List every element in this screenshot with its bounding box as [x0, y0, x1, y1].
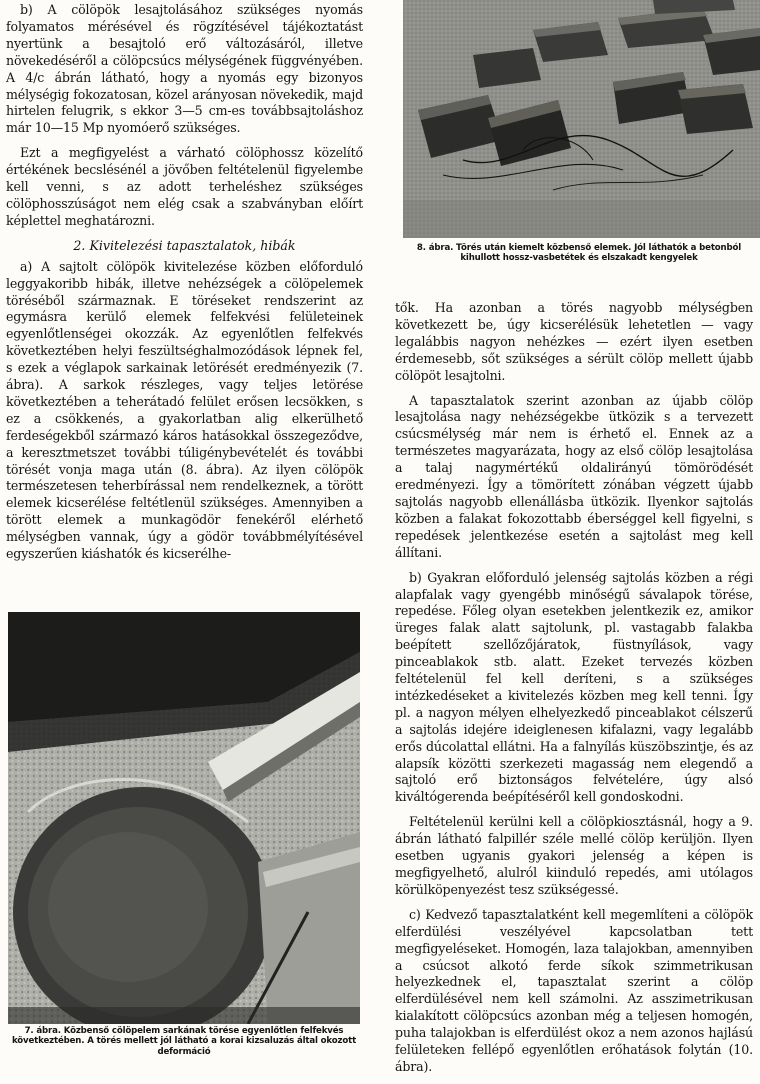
paragraph-soil-compaction: A tapasztalatok szerint azonban az újabb cölöp lesajtolása nagy nehézségekbe ütközik s a tervezett csúcsmélység már nem is érhető el. Ennek az a természetes magyarázata, hogy az első cölöp lesajtolása a talaj nagymértékű oldalirányú tömörödését eredményezi. Így a tömörített zónában végzett újabb sajtolás nagyobb ellenállásba ütközik. Ilyenkor sajtolás közben a falakat fokozottabb éberséggel kell figyelni, s repedések jelentkezése esetén a sajtolást meg kell állítani.: [395, 392, 753, 560]
figure-8-photo-graphic: [403, 0, 760, 238]
paragraph-pile-length-estimate: Ezt a megfigyelést a várható cölöphossz közelítő értékének becslésénél a jövőben feltételenül figyelembe kell venni, s az adott terheléshez szükséges cölöphosszúságot nem elég csak a szabványban előírt képlettel meghatározni.: [6, 145, 363, 228]
left-column: [6, 2, 363, 571]
paragraph-pile-breakage: a) A sajtolt cölöpök kivitelezése közben előforduló leggyakoribb hibák, illetve nehézségek a cölöpelemek töréséből származnak. E töréseket rendszerint az egymásra kerülő elemek felfekvési felületeinek egyenlőtlenségei okozzák. Az egyenlőtlen felfekvés következtében helyi feszültséghalmozódások lépnek fel, s ezek a véglapok sarkainak letörését eredményezik (7. ábra). A sarkok részleges, vagy teljes letörése következtében a teherátadó felület erősen lecsökken, s ez a csökkenés, a gyakorlatban alig elkerülhető ferdeségekből származó káros hatásokkal összegeződve, a keresztmetszet további túligénybevételét és további törését vonja maga után (8. ábra). Az ilyen cölöpök természetesen teherbírással nem rendelkeznek, a törött elemek kicserélése feltétlenül szükséges. Amennyiben a törött elemek a munkagödör fenekéről elérhető mélységben vannak, úgy a gödör továbbmélyítésével egyszerűen kiáshatók és kicserélhe-: [6, 258, 363, 562]
figure-8-photo: [403, 0, 760, 238]
figure-7-caption: 7. ábra. Közbenső cölöpelem sarkának törése egyenlőtlen felfekvés következtében. A törés mellett jól látható a korai kizsaluzás által okozott deformáció: [11, 1026, 357, 1057]
right-column: [395, 300, 753, 1084]
paragraph-replacement: tők. Ha azonban a törés nagyobb mélységben következett be, úgy kicserélésük lehetetlen — vagy legalábbis nagyon nehézkes — ezért ilyen esetben érdemesebb, sőt szükséges a sérült cölöp mellett újabb cölöpöt lesajtolni.: [395, 300, 753, 383]
section-heading: 2. Kivitelezési tapasztalatok, hibák: [73, 237, 296, 253]
figure-7-photo: [8, 612, 360, 1024]
paragraph-pillar-placement: Feltételenül kerülni kell a cölöpkiosztásnál, hogy a 9. ábrán látható falpillér széle mellé cölöp kerüljön. Ilyen esetben ugyanis gyakori jelenség a képen is megfigyelhető, alulról kiinduló repedés, ami utólagos körülköpenyezést tesz szükségessé.: [395, 814, 753, 897]
paragraph-tilting: c) Kedvező tapasztalatként kell megemlíteni a cölöpök elferdülési veszélyével kapcsolatban tett megfigyeléseket. Homogén, laza talajokban, amennyiben a csúcsot alkotó ferde síkok szimmetrikusan helyezkednek el, tapasztalat szerint a cölöp elferdülésével nem kell számolni. Az asszimetrikusan kialakított cölöpcsúcs azonban még a teljesen homogén, puha talajokban is elferdülést okoz a nem azonos hajlású felületeken fellépő egyenlőtlen erőhatások folytán (10. ábra).: [395, 906, 753, 1074]
paragraph-pressure-measurement: b) A cölöpök lesajtolásához szükséges nyomás folyamatos mérésével és rögzítésével tájékoztatást nyertünk a besajtoló erő változásáról, illetve növekedéséről a cölöpcsúcs mélységének függvényében. A 4/c ábrán látható, hogy a nyomás egy bizonyos mélységig fokozatosan, közel arányosan növekedik, majd hirtelen felugrik, s ekkor 3—5 cm-es továbbsajtoláshoz már 10—15 Mp nyomóerő szükséges.: [6, 2, 363, 136]
figure-7-photo-graphic: [8, 612, 360, 1024]
paragraph-wall-cracking: b) Gyakran előforduló jelenség sajtolás közben a régi alapfalak vagy gyengébb minőségű sávalapok törése, repedése. Főleg olyan esetekben jelentkezik ez, amikor üreges falak alatt sajtolunk, pl. vastagabb falakba beépített szellőzőjáratok, füstnyílások, vagy pinceablakok stb. alatt. Ezeket tervezés közben feltételenül fel kell deríteni, s a szükséges intézkedéseket a kivitelezés közben meg kell tenni. Így pl. a nagyon mélyen elhelyezkedő pinceablakot célszerű a sajtolás idejére ideiglenesen kifalazni, vagy legalább erős dúcolattal ellátni. Ha a falnyílás küszöbszintje, és az alapsík közötti szerkezeti magasság nem elegendő a sajtoló erő biztonságos felvételére, úgy alsó kiváltógerenda beépítéséről kell gondoskodni.: [395, 569, 753, 805]
figure-8-caption: 8. ábra. Törés után kiemelt közbenső elemek. Jól láthatók a betonból kihullott hossz-vasbetétek és elszakadt kengyelek: [416, 243, 742, 264]
